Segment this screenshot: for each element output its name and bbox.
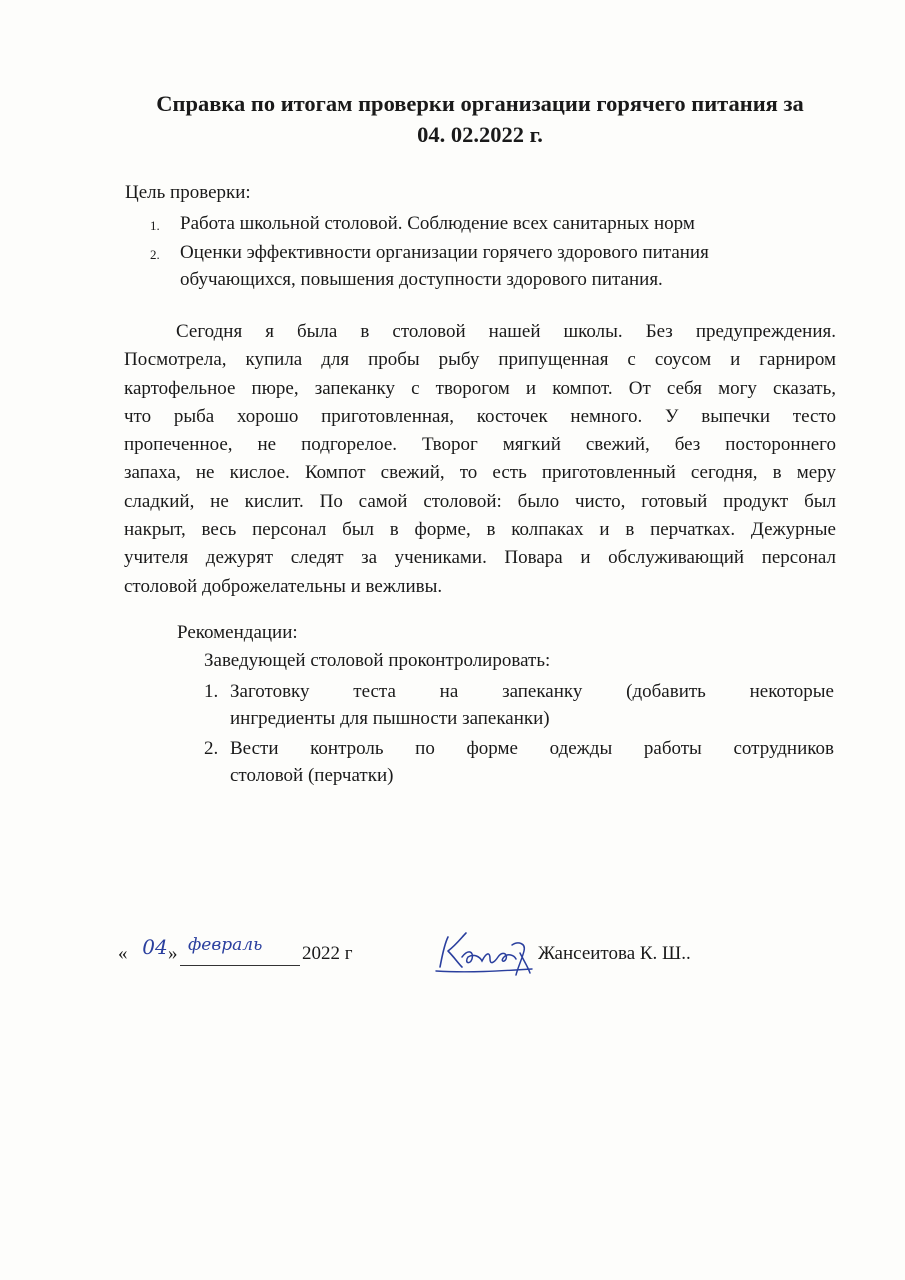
list-text [180,239,830,293]
paragraph-line: запаха, не кислое. Компот свежий, то есть приготовленный сегодня, в меру [124,462,836,484]
list-line: Вести контроль по форме одежды работы сотрудников [230,738,834,759]
paragraph-line: картофельное пюре, запеканку с творогом и компот. От себя могу сказать, [124,377,836,399]
list-line: Заготовку теста на запеканку (добавить некоторые [230,681,834,702]
paragraph-line: что рыба хорошо приготовленная, косточек немного. У выпечки тесто [124,405,836,427]
signature-row [118,935,878,985]
list-item [204,678,834,732]
list-line: ингредиенты для пышности запеканки) [230,708,550,729]
quote-open: « [118,943,128,964]
document-title [110,88,850,150]
paragraph-line: пропеченное, не подгорелое. Творог мягкий свежий, без постороннего [124,434,836,456]
title-line-1: Справка по итогам проверки организации горячего питания за [156,91,804,116]
list-number: 1. [204,681,219,702]
list-text [180,210,830,237]
signatory-name: Жансеитова К. Ш.. [538,943,691,964]
list-item [150,239,830,293]
list-item [150,210,830,237]
recommendations-label: Рекомендации: [177,622,298,643]
handwritten-day: 04 [142,935,168,959]
recommendations-intro: Заведующей столовой проконтролировать: [204,650,551,671]
list-number: 1. [150,218,160,233]
list-line: Работа школьной столовой. Соблюдение всех санитарных норм [180,213,695,234]
paragraph-line: столовой доброжелательны и вежливы. [124,575,443,597]
list-line: Оценки эффективности организации горячего здорового питания [180,242,709,263]
signature-icon [428,927,538,979]
list-number: 2. [204,738,219,759]
goal-label: Цель проверки: [125,182,251,203]
paragraph-line: учителя дежурят следят за учениками. Повара и обслуживающий персонал [124,547,836,569]
paragraph-line: накрыт, весь персонал был в форме, в колпаках и в перчатках. Дежурные [124,519,836,541]
list-item [204,735,834,789]
list-line: обучающихся, повышения доступности здорового питания. [180,269,663,290]
year-text: 2022 г [302,943,353,964]
list-number: 2. [150,247,160,262]
quote-close: » [168,943,178,964]
handwritten-month: февраль [188,935,263,955]
goal-list [150,210,830,295]
title-line-2: 04. 02.2022 г. [417,122,543,147]
body-paragraph [124,318,836,601]
list-line: столовой (перчатки) [230,765,394,786]
paragraph-line: Посмотрела, купила для пробы рыбу припущенная с соусом и гарниром [124,349,836,371]
paragraph-line: Сегодня я была в столовой нашей школы. Без предупреждения. [176,321,836,342]
recommendations-list [204,678,834,792]
paragraph-line: сладкий, не кислит. По самой столовой: было чисто, готовый продукт был [124,490,836,512]
